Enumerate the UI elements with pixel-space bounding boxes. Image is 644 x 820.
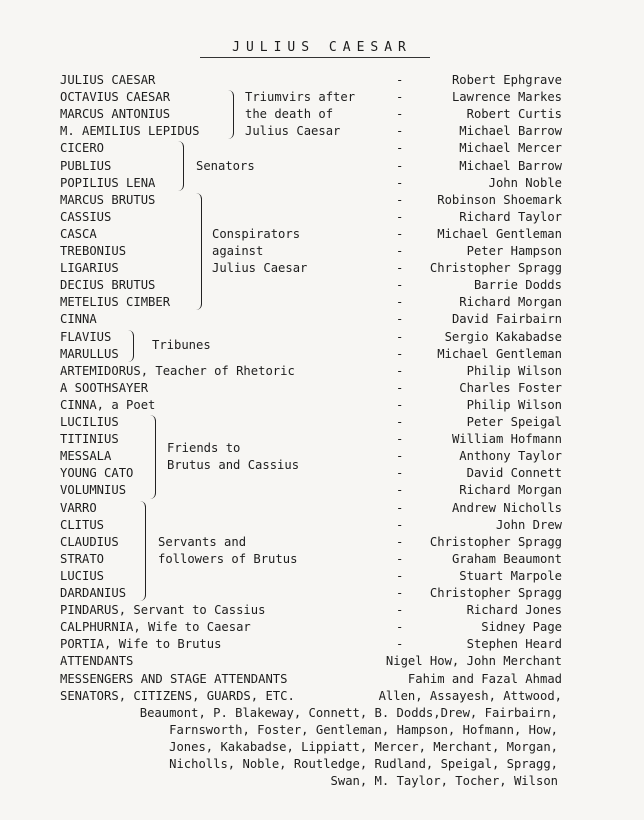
cast-row	[0, 260, 644, 277]
bracket	[128, 330, 134, 362]
extras-line: Beaumont, P. Blakeway, Connett, B. Dodds,Drew, Fairbairn,	[139, 705, 558, 720]
actor-name: Stephen Heard	[466, 637, 562, 652]
role-name: VARRO	[60, 500, 97, 515]
actor-name: Barrie Dodds	[473, 278, 562, 293]
actor-name: Christopher Spragg	[429, 534, 562, 549]
actor-name: David Connett	[466, 466, 562, 481]
actor-name: Philip Wilson	[466, 397, 562, 412]
role-name: STRATO	[60, 551, 105, 566]
actor-name: John Drew	[495, 517, 562, 532]
separator-dash: -	[396, 551, 404, 566]
role-name: OCTAVIUS CAESAR	[60, 90, 171, 105]
cast-row	[0, 175, 644, 192]
role-name: MARCUS BRUTUS	[60, 192, 156, 207]
separator-dash: -	[396, 209, 404, 224]
cast-row	[0, 500, 644, 517]
cast-row	[0, 568, 644, 585]
separator-dash: -	[396, 586, 404, 600]
separator-dash: -	[396, 175, 404, 190]
role-name: VOLUMNIUS	[60, 483, 127, 498]
group-label-line: Brutus and Cassius	[167, 457, 300, 472]
role-name: CALPHURNIA, Wife to Caesar	[60, 620, 251, 635]
cast-row	[0, 311, 644, 328]
cast-row	[0, 517, 644, 534]
cast-row	[0, 294, 644, 311]
cast-row	[0, 346, 644, 363]
group-label	[167, 440, 299, 474]
actor-name: Philip Wilson	[466, 363, 562, 378]
group-label-line: followers of Brutus	[158, 551, 298, 566]
role-name: MESSALA	[60, 449, 112, 464]
separator-dash: -	[396, 244, 404, 258]
cast-row	[0, 72, 644, 89]
role-name: LUCIUS	[60, 568, 105, 583]
title-underline	[200, 57, 430, 58]
cast-row	[0, 380, 644, 397]
actor-name: Richard Morgan	[459, 483, 562, 498]
bracket	[150, 415, 156, 499]
separator-dash: -	[396, 107, 404, 122]
separator-dash: -	[396, 124, 404, 139]
role-name: TITINIUS	[60, 432, 119, 447]
role-name: CINNA, a Poet	[60, 397, 156, 412]
separator-dash: -	[396, 90, 404, 105]
separator-dash: -	[396, 73, 404, 87]
cast-row	[0, 653, 644, 670]
group-label-line: Tribunes	[152, 338, 211, 353]
cast-row	[0, 619, 644, 636]
cast-row	[0, 551, 644, 568]
separator-dash: -	[396, 158, 404, 173]
actor-name: Christopher Spragg	[429, 586, 562, 600]
cast-row	[0, 243, 644, 260]
separator-dash: -	[396, 466, 404, 481]
separator-dash: -	[396, 261, 404, 276]
separator-dash: -	[396, 568, 404, 583]
group-label-line: Julius Caesar	[212, 261, 308, 276]
group-label-line: Senators	[196, 158, 255, 173]
role-name: CASCA	[60, 226, 97, 241]
actor-name: Charles Foster	[459, 380, 562, 395]
separator-dash: -	[396, 141, 404, 156]
group-label	[196, 158, 255, 175]
actor-name: Allen, Assayesh, Attwood,	[378, 688, 562, 703]
actor-name: Robert Ephgrave	[451, 73, 562, 87]
bracket	[178, 141, 184, 190]
actor-name: David Fairbairn	[451, 312, 562, 327]
actor-name: Michael Mercer	[459, 141, 562, 156]
separator-dash: -	[396, 517, 404, 532]
cast-row	[0, 397, 644, 414]
extras-line: Swan, M. Taylor, Tocher, Wilson	[330, 774, 558, 789]
group-label	[245, 89, 355, 140]
cast-row	[0, 602, 644, 619]
cast-row	[0, 192, 644, 209]
actor-name: Robert Curtis	[466, 107, 562, 122]
role-name: LUCILIUS	[60, 415, 119, 429]
separator-dash: -	[396, 380, 404, 395]
role-name: SENATORS, CITIZENS, GUARDS, ETC.	[60, 688, 295, 703]
separator-dash: -	[396, 363, 404, 378]
role-name: M. AEMILIUS LEPIDUS	[60, 124, 200, 139]
actor-name: Michael Barrow	[459, 124, 562, 139]
cast-row	[0, 140, 644, 157]
cast-row	[0, 431, 644, 448]
role-name: CICERO	[60, 141, 105, 156]
cast-row	[0, 585, 644, 602]
separator-dash: -	[396, 483, 404, 498]
cast-row	[0, 671, 644, 688]
actor-name: Stuart Marpole	[459, 568, 562, 583]
group-label-line: Conspirators	[212, 227, 301, 242]
cast-row	[0, 329, 644, 346]
role-name: MARULLUS	[60, 346, 119, 361]
actor-name: John Noble	[488, 175, 562, 190]
role-name: PUBLIUS	[60, 158, 112, 173]
role-name: MESSENGERS AND STAGE ATTENDANTS	[60, 671, 288, 686]
separator-dash: -	[396, 192, 404, 207]
cast-row	[0, 465, 644, 482]
actor-name: Graham Beaumont	[451, 551, 562, 566]
role-name: DARDANIUS	[60, 586, 127, 600]
group-label	[152, 337, 211, 354]
actor-name: Richard Morgan	[459, 295, 562, 310]
separator-dash: -	[396, 346, 404, 361]
extras-line: Jones, Kakabadse, Lippiatt, Mercer, Merchant, Morgan,	[169, 739, 558, 754]
role-name: FLAVIUS	[60, 329, 112, 344]
group-label-line: Servants and	[158, 534, 247, 549]
bracket	[196, 193, 202, 311]
separator-dash: -	[396, 603, 404, 618]
actor-name: Richard Taylor	[459, 209, 562, 224]
cast-row	[0, 277, 644, 294]
role-name: ATTENDANTS	[60, 654, 134, 669]
separator-dash: -	[396, 295, 404, 310]
actor-name: Michael Gentleman	[437, 226, 562, 241]
role-name: MARCUS ANTONIUS	[60, 107, 171, 122]
cast-row	[0, 209, 644, 226]
cast-row	[0, 448, 644, 465]
extras-line: Farnsworth, Foster, Gentleman, Hampson, Hofmann, How,	[169, 722, 558, 737]
group-label-line: Triumvirs after	[245, 90, 356, 105]
actor-name: Fahim and Fazal Ahmad	[407, 671, 562, 686]
separator-dash: -	[396, 500, 404, 515]
cast-row	[0, 482, 644, 499]
actor-name: Michael Gentleman	[437, 346, 562, 361]
actor-name: Michael Barrow	[459, 158, 562, 173]
cast-row	[0, 226, 644, 243]
group-label-line: against	[212, 244, 264, 259]
role-name: PINDARUS, Servant to Cassius	[60, 603, 266, 618]
actor-name: Sidney Page	[481, 620, 562, 635]
separator-dash: -	[396, 312, 404, 327]
page-title: JULIUS CAESAR	[232, 40, 412, 55]
extras-line: Nicholls, Noble, Routledge, Rudland, Speigal, Spragg,	[169, 757, 558, 771]
separator-dash: -	[396, 637, 404, 652]
actor-name: Nigel How, John Merchant	[385, 654, 562, 669]
separator-dash: -	[396, 397, 404, 412]
cast-row	[0, 636, 644, 653]
cast-row	[0, 534, 644, 551]
actor-name: Anthony Taylor	[459, 449, 562, 464]
cast-row	[0, 158, 644, 175]
actor-name: Lawrence Markes	[451, 90, 562, 105]
separator-dash: -	[396, 415, 404, 429]
group-label	[212, 226, 307, 277]
role-name: A SOOTHSAYER	[60, 380, 149, 395]
group-label-line: Julius Caesar	[245, 124, 341, 139]
role-name: TREBONIUS	[60, 244, 127, 258]
separator-dash: -	[396, 226, 404, 241]
actor-name: William Hofmann	[451, 432, 562, 447]
bracket	[228, 90, 234, 139]
cast-row	[0, 414, 644, 431]
role-name: YOUNG CATO	[60, 466, 134, 481]
role-name: LIGARIUS	[60, 261, 119, 276]
separator-dash: -	[396, 329, 404, 344]
role-name: DECIUS BRUTUS	[60, 278, 156, 293]
role-name: CASSIUS	[60, 209, 112, 224]
role-name: POPILIUS LENA	[60, 175, 156, 190]
actor-name: Andrew Nicholls	[451, 500, 562, 515]
group-label-line: Friends to	[167, 440, 241, 455]
role-name: CINNA	[60, 312, 97, 327]
separator-dash: -	[396, 278, 404, 293]
cast-row	[0, 688, 644, 705]
actor-name: Peter Hampson	[466, 244, 562, 258]
actor-name: Sergio Kakabadse	[444, 329, 562, 344]
actor-name: Robinson Shoemark	[437, 192, 562, 207]
actor-name: Peter Speigal	[466, 415, 562, 429]
separator-dash: -	[396, 432, 404, 447]
separator-dash: -	[396, 449, 404, 464]
group-label-line: the death of	[245, 107, 334, 122]
role-name: JULIUS CAESAR	[60, 73, 156, 87]
actor-name: Christopher Spragg	[429, 261, 562, 276]
separator-dash: -	[396, 620, 404, 635]
role-name: CLITUS	[60, 517, 105, 532]
separator-dash: -	[396, 534, 404, 549]
role-name: PORTIA, Wife to Brutus	[60, 637, 222, 652]
role-name: METELIUS CIMBER	[60, 295, 171, 310]
bracket	[140, 501, 146, 602]
role-name: ARTEMIDORUS, Teacher of Rhetoric	[60, 363, 295, 378]
group-label	[158, 534, 297, 568]
actor-name: Richard Jones	[466, 603, 562, 618]
cast-row	[0, 363, 644, 380]
role-name: CLAUDIUS	[60, 534, 119, 549]
